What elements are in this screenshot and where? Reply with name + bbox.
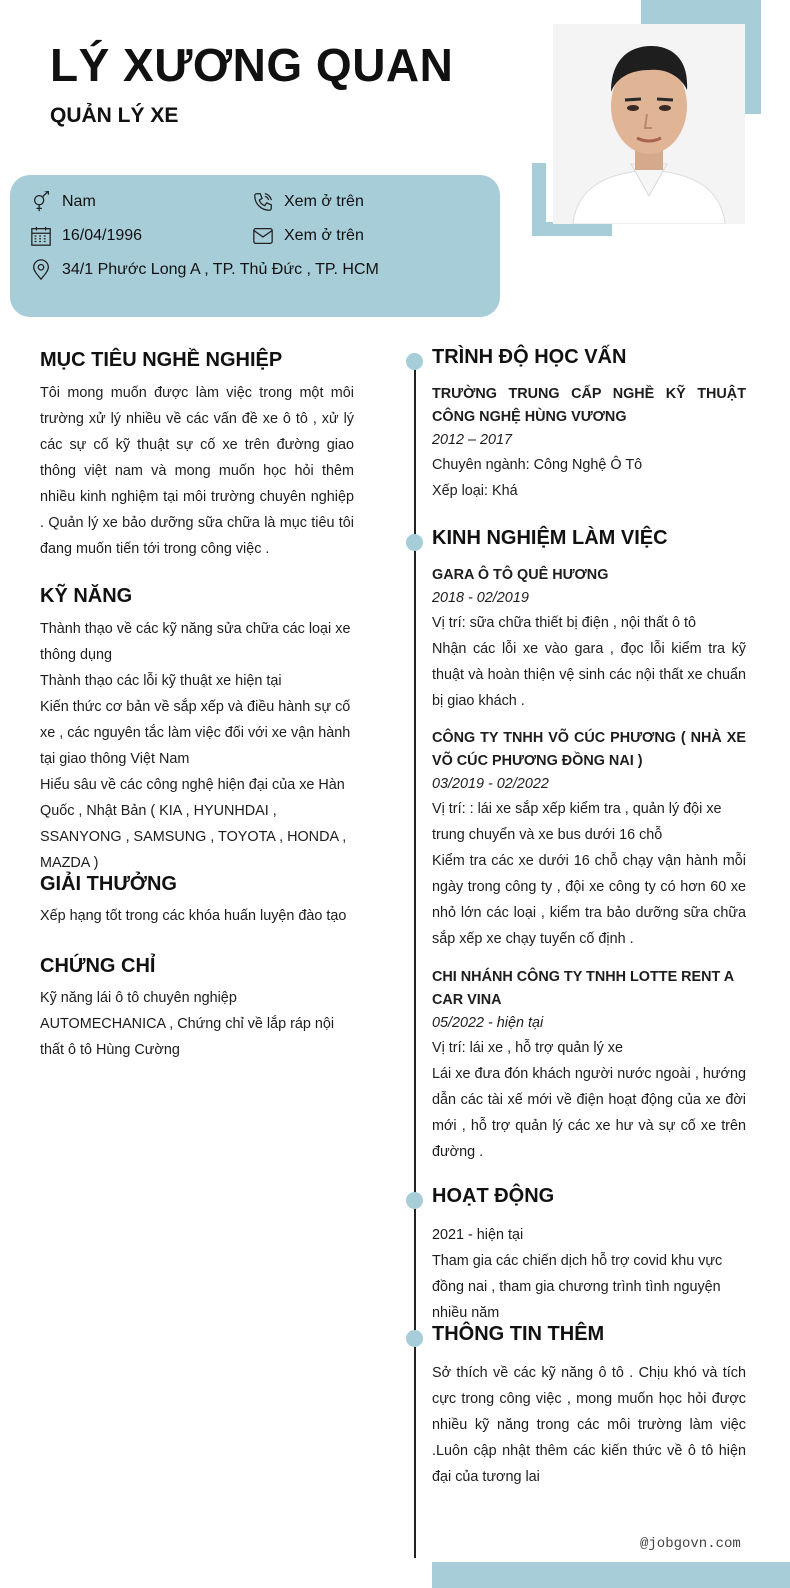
job-period: 03/2019 - 02/2022 bbox=[432, 776, 549, 792]
footer-accent-bar bbox=[432, 1562, 790, 1588]
activities-block bbox=[432, 1222, 748, 1326]
job-period: 2018 - 02/2019 bbox=[432, 590, 529, 606]
watermark: @jobgovn.com bbox=[640, 1536, 741, 1552]
location-icon bbox=[30, 259, 52, 281]
awards-title: GIẢI THƯỞNG bbox=[40, 873, 177, 895]
job-company: CÔNG TY TNHH VÕ CÚC PHƯƠNG ( NHÀ XE VÕ CÚC PHƯƠNG ĐỒNG NAI ) bbox=[432, 730, 746, 769]
contact-box bbox=[10, 175, 500, 317]
skills-list bbox=[40, 616, 360, 876]
contact-address bbox=[30, 259, 379, 281]
contact-birthday bbox=[30, 225, 142, 247]
job-description: Nhận các lỗi xe vào gara , đọc lỗi kiểm tra kỹ thuật và hoàn thiện vệ sinh các nội thất xe chuẩn bị giao khách . bbox=[432, 641, 746, 709]
awards-text: Xếp hạng tốt trong các khóa huấn luyện đào tạo bbox=[40, 908, 347, 924]
school-name: TRƯỜNG TRUNG CẤP NGHỀ KỸ THUẬT CÔNG NGHỆ HÙNG VƯƠNG bbox=[432, 386, 746, 425]
job-entry bbox=[432, 564, 746, 714]
objective-title: MỤC TIÊU NGHỀ NGHIỆP bbox=[40, 349, 283, 371]
job-company: GARA Ô TÔ QUÊ HƯƠNG bbox=[432, 567, 609, 583]
experience-title: KINH NGHIỆM LÀM VIỆC bbox=[432, 527, 668, 549]
job-company: CHI NHÁNH CÔNG TY TNHH LOTTE RENT A CAR VINA bbox=[432, 969, 734, 1008]
activities-title: HOẠT ĐỘNG bbox=[432, 1185, 555, 1207]
job-entry bbox=[432, 727, 746, 952]
gender-icon bbox=[30, 191, 52, 213]
job-position: Vị trí: : lái xe sắp xếp kiểm tra , quản lý đội xe trung chuyển và xe bus dưới 16 chỗ bbox=[432, 801, 722, 843]
education-title: TRÌNH ĐỘ HỌC VẤN bbox=[432, 346, 627, 368]
timeline-dot bbox=[406, 534, 423, 551]
contact-gender bbox=[30, 191, 96, 213]
job-position: Vị trí: lái xe , hỗ trợ quản lý xe bbox=[432, 1040, 623, 1056]
activities-period: 2021 - hiện tại bbox=[432, 1227, 524, 1243]
skill-item: Hiểu sâu về các công nghệ hiện đại của xe Hàn Quốc , Nhật Bản ( KIA , HYUNHDAI , SSANYONG , SAMSUNG , TOYOTA , HONDA , MAZDA ) bbox=[40, 777, 347, 871]
extra-text: Sở thích về các kỹ năng ô tô . Chịu khó và tích cực trong công việc , mong muốn học hỏi được nhiều kỹ năng trong các môi trường làm việc .Luôn cập nhật thêm các kiến thức về ô tô hiện đại của tương lai bbox=[432, 1365, 746, 1485]
certificates-text: Kỹ năng lái ô tô chuyên nghiệp AUTOMECHANICA , Chứng chỉ về lắp ráp nội thất ô tô Hùng Cường bbox=[40, 990, 335, 1058]
education-major: Chuyên ngành: Công Nghệ Ô Tô bbox=[432, 457, 643, 473]
timeline-dot bbox=[406, 1192, 423, 1209]
timeline-dot bbox=[406, 353, 423, 370]
job-position: Vị trí: sữa chữa thiết bị điện , nội thất ô tô bbox=[432, 615, 697, 631]
candidate-role: QUẢN LÝ XE bbox=[50, 104, 179, 127]
objective-text: Tôi mong muốn được làm việc trong một môi trường xử lý nhiều về các vấn đề xe ô tô , xử lý các sự cố kỹ thuật sự cố xe trên đường giao thông việt nam và mong muốn học hỏi thêm nhiều kinh nghiệm tại môi trường chuyên nghiệp . Quản lý xe bảo dưỡng sữa chữa là mục tiêu tôi đang muốn tiến tới trong công việc . bbox=[40, 385, 354, 557]
email-value: Xem ở trên bbox=[284, 227, 364, 244]
phone-icon bbox=[252, 191, 274, 213]
activities-text: Tham gia các chiến dịch hỗ trợ covid khu vực đồng nai , tham gia chương trình tình nguyện nhiều năm bbox=[432, 1253, 723, 1321]
contact-phone bbox=[252, 191, 364, 213]
education-block bbox=[432, 383, 746, 504]
job-description: Lái xe đưa đón khách người nước ngoài , hướng dẫn các tài xế mới về điện hoạt động của xe đời mới , hỗ trợ quản lý các xe hư và sự cố xe trên đường . bbox=[432, 1066, 746, 1160]
job-period: 05/2022 - hiện tại bbox=[432, 1015, 544, 1031]
extra-title: THÔNG TIN THÊM bbox=[432, 1323, 605, 1345]
candidate-name: LÝ XƯƠNG QUAN bbox=[50, 39, 454, 91]
contact-email bbox=[252, 225, 364, 247]
birthday-value: 16/04/1996 bbox=[62, 227, 143, 244]
certificates-title: CHỨNG CHỈ bbox=[40, 955, 156, 977]
skill-item: Thành thạo các lỗi kỹ thuật xe hiện tại bbox=[40, 673, 282, 689]
phone-value: Xem ở trên bbox=[284, 193, 364, 210]
address-value: 34/1 Phước Long A , TP. Thủ Đức , TP. HCM bbox=[62, 261, 379, 278]
gender-value: Nam bbox=[62, 193, 96, 210]
skill-item: Thành thạo về các kỹ năng sửa chữa các loại xe thông dụng bbox=[40, 621, 351, 663]
timeline-dot bbox=[406, 1330, 423, 1347]
profile-photo bbox=[553, 24, 745, 224]
job-description: Kiểm tra các xe dưới 16 chỗ chạy vận hành mỗi ngày trong công ty , đội xe công ty có hơn 60 xe nhỏ lớn các loại , kiểm tra bảo dưỡng sữa chữa sắp xếp xe chạy tuyến cố định . bbox=[432, 853, 746, 947]
calendar-icon bbox=[30, 225, 52, 247]
accent-bar-bottom bbox=[532, 222, 612, 236]
job-entry bbox=[432, 966, 746, 1165]
education-grade: Xếp loại: Khá bbox=[432, 483, 518, 499]
mail-icon bbox=[252, 225, 274, 247]
skill-item: Kiến thức cơ bản về sắp xếp và điều hành sự cố xe , các nguyên tắc làm việc đối với xe vận hành tại giao thông Việt Nam bbox=[40, 699, 351, 767]
education-period: 2012 – 2017 bbox=[432, 432, 513, 448]
skills-title: KỸ NĂNG bbox=[40, 585, 133, 607]
